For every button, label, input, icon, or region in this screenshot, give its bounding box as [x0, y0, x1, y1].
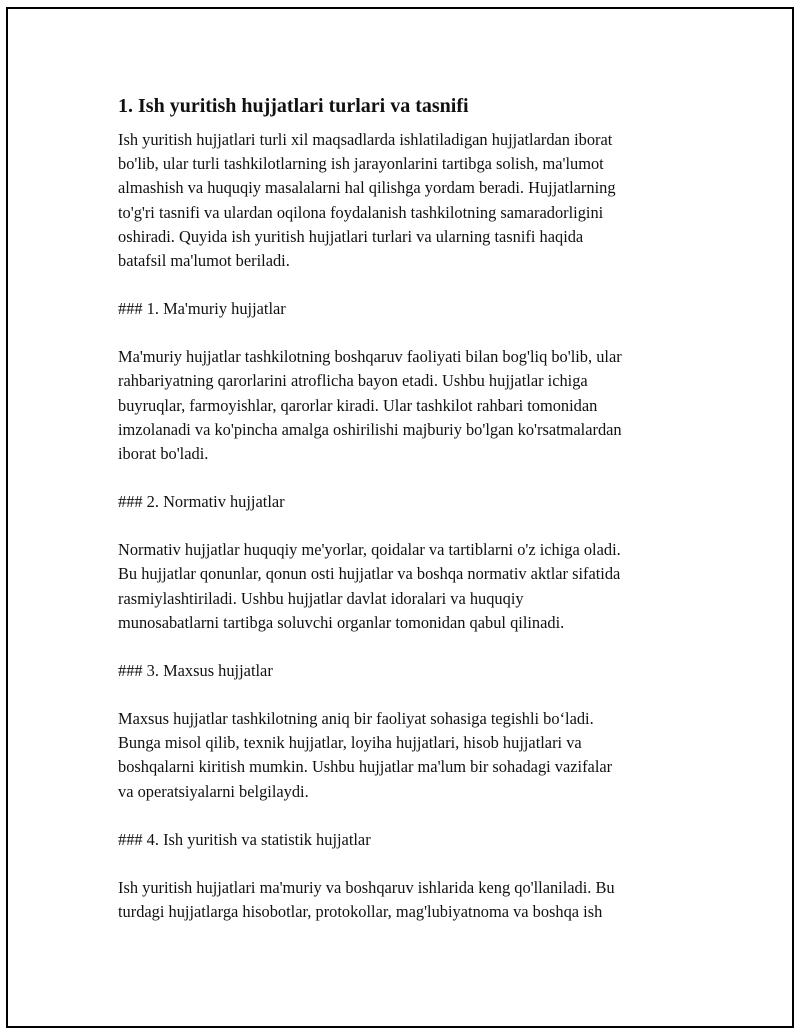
paragraph-line: almashish va huquqiy masalalarni hal qilishga yordam beradi. Hujjatlarning: [118, 178, 616, 198]
paragraph-line: boshqalarni kiritish mumkin. Ushbu hujjatlar ma'lum bir sohadagi vazifalar: [118, 757, 613, 777]
document-body: [118, 92, 698, 948]
paragraph-line: turdagi hujjatlarga hisobotlar, protokollar, mag'lubiyatnoma va boshqa ish: [118, 902, 603, 922]
paragraph-line: rasmiylashtiriladi. Ushbu hujjatlar davlat idoralari va huquqiy: [118, 588, 524, 608]
paragraph-line: Ish yuritish hujjatlari turli xil maqsadlarda ishlatiladigan hujjatlardan iborat: [118, 130, 613, 149]
paragraph-line: munosabatlarni tartibga soluvchi organlar tomonidan qabul qilinadi.: [118, 612, 565, 632]
paragraph-line: iborat bo'ladi.: [118, 444, 209, 464]
paragraph-line: rahbariyatning qarorlarini atroflicha bayon etadi. Ushbu hujjatlar ichiga: [118, 371, 588, 391]
section-paragraph-maxsus: [118, 707, 698, 804]
section-heading-mamuriy: ### 1. Ma'muriy hujjatlar: [118, 299, 286, 319]
section-paragraph-statistik: [118, 876, 698, 924]
paragraph-line: batafsil ma'lumot beriladi.: [118, 251, 290, 271]
paragraph-line: Normativ hujjatlar huquqiy me'yorlar, qoidalar va tartiblarni o'z ichiga oladi.: [118, 540, 621, 560]
paragraph-line: oshiradi. Quyida ish yuritish hujjatlari turlari va ularning tasnifi haqida: [118, 226, 584, 246]
section-heading-maxsus: ### 3. Maxsus hujjatlar: [118, 661, 273, 681]
document-title: 1. Ish yuritish hujjatlari turlari va tasnifi: [118, 95, 469, 117]
paragraph-line: Bu hujjatlar qonunlar, qonun osti hujjatlar va boshqa normativ aktlar sifatida: [118, 564, 621, 584]
paragraph-line: bo'lib, ular turli tashkilotlarning ish jarayonlarini tartibga solish, ma'lumot: [118, 154, 604, 174]
paragraph-line: va operatsiyalarni belgilaydi.: [118, 781, 309, 801]
paragraph-line: buyruqlar, farmoyishlar, qarorlar kiradi. Ular tashkilot rahbari tomonidan: [118, 395, 598, 415]
intro-paragraph: [118, 128, 698, 273]
section-heading-normativ: ### 2. Normativ hujjatlar: [118, 492, 285, 512]
paragraph-line: Maxsus hujjatlar tashkilotning aniq bir faoliyat sohasiga tegishli bo‘ladi.: [118, 709, 594, 729]
section-heading-statistik: ### 4. Ish yuritish va statistik hujjatlar: [118, 829, 371, 849]
section-paragraph-normativ: [118, 538, 698, 635]
paragraph-line: imzolanadi va ko'pincha amalga oshirilishi majburiy bo'lgan ko'rsatmalardan: [118, 419, 622, 439]
paragraph-line: Ma'muriy hujjatlar tashkilotning boshqaruv faoliyati bilan bog'liq bo'lib, ular: [118, 347, 622, 367]
paragraph-line: to'g'ri tasnifi va ulardan oqilona foydalanish tashkilotning samaradorligini: [118, 202, 604, 222]
section-paragraph-mamuriy: [118, 345, 698, 466]
paragraph-line: Ish yuritish hujjatlari ma'muriy va boshqaruv ishlarida keng qo'llaniladi. Bu: [118, 877, 615, 897]
paragraph-line: Bunga misol qilib, texnik hujjatlar, loyiha hujjatlari, hisob hujjatlari va: [118, 733, 582, 753]
